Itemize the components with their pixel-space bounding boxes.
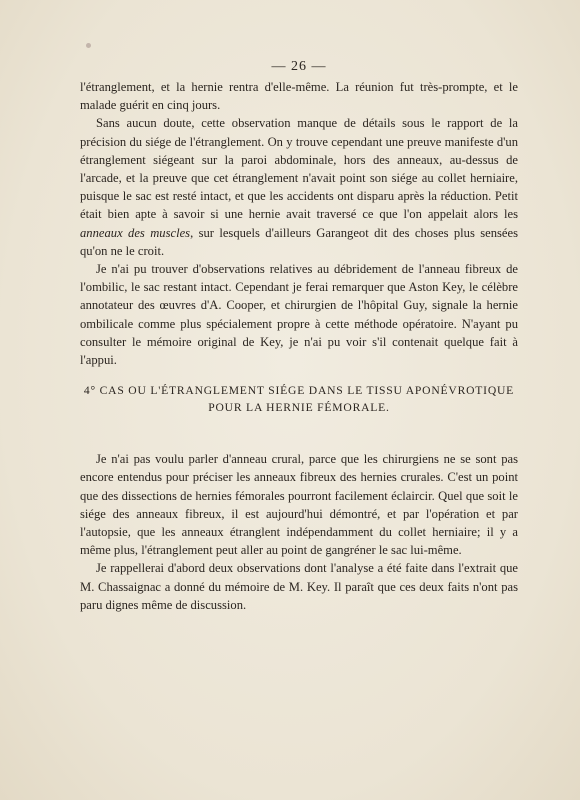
- paragraph-4: Je n'ai pas voulu parler d'anneau crural, parce que les chirurgiens ne se sont pas encore entendus pour préciser les anneaux fibreux des hernies crurales. C'est un point que des dissections de hernies fémorales pourront facilement éclaircir. Quel que soit le siége des anneaux fibreux, il est aujourd'hui démontré, et par l'opération et par l'autopsie, que les anneaux étranglent indépendamment du collet herniaire; il y a même plus, l'étranglement peut aller au point de gangréner le sac lui-même.: [80, 452, 518, 558]
- paragraph-3: Je n'ai pu trouver d'observations relatives au débridement de l'anneau fibreux de l'ombilic, le sac restant intact. Cependant je ferai remarquer que Aston Key, le célèbre annotateur des œuvres d'A. Cooper, et chirurgien de l'hôpital Guy, signale la hernie ombilicale comme plus spécialement propre à cette méthode opératoire. N'ayant pu consulter le mémoire original de Key, je n'ai pu voir s'il contenait quelque fait à l'appui.: [80, 262, 518, 368]
- paragraph-2-italic-term: anneaux des muscles: [80, 225, 191, 240]
- page-text-block: [80, 58, 518, 614]
- paragraph-5: Je rappellerai d'abord deux observations dont l'analyse a été faite dans l'extrait que M. Chassaignac a donné du mémoire de M. Key. Il paraît que ces deux faits n'ont pas paru dignes même de discussion.: [80, 561, 518, 612]
- paragraph-2-text-end: , sur lesquels d'ailleurs Garangeot dit des choses plus sensées qu'on ne le croit.: [80, 225, 518, 258]
- paragraph-2: [80, 114, 518, 260]
- section-heading: [80, 382, 518, 416]
- page-number: — 26 —: [271, 59, 327, 74]
- paragraph-2-text: Sans aucun doute, cette observation manque de détails sous le rapport de la précision du siége de l'étranglement. On y trouve cependant une preuve manifeste d'un étranglement siégeant sur la paroi abdominale, hors des anneaux, au-dessus de l'arcade, et la preuve que cet étranglement n'avait point son siége au collet herniaire, puisque le sac est resté intact, et que les accidents ont disparu après la réduction. Petit était bien apte à savoir si une hernie avait traversé ce que l'on appelait alors les: [80, 116, 518, 222]
- paragraph-1: l'étranglement, et la hernie rentra d'elle-même. La réunion fut très-prompte, et le malade guérit en cinq jours.: [80, 80, 518, 113]
- section-heading-line-1: 4° CAS OU L'ÉTRANGLEMENT SIÉGE DANS LE TISSU APONÉVROTIQUE: [83, 384, 515, 398]
- ink-spot: [86, 43, 91, 48]
- section-heading-line-2: POUR LA HERNIE FÉMORALE.: [208, 401, 390, 415]
- section-spacer: [80, 416, 518, 450]
